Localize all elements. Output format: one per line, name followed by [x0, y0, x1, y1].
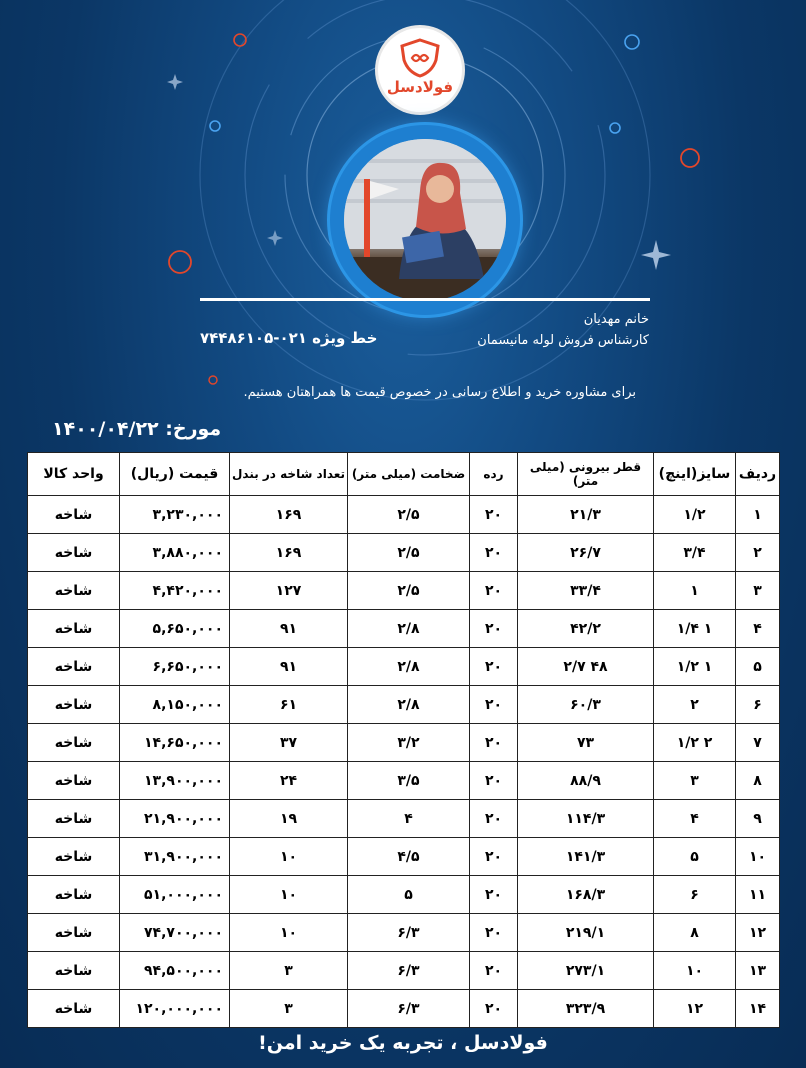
- contact-name: خانم مهدیان: [583, 312, 649, 327]
- cell-row-number: ۱۳: [736, 952, 780, 990]
- cell-outer-diameter: ۸۸/۹: [518, 762, 654, 800]
- header-bundle-count: تعداد شاخه در بندل: [230, 453, 348, 496]
- cell-row-number: ۱۴: [736, 990, 780, 1028]
- cell-unit: شاخه: [28, 648, 120, 686]
- cell-bundle-count: ۲۴: [230, 762, 348, 800]
- cell-price: ۴,۴۲۰,۰۰۰: [120, 572, 230, 610]
- cell-bundle-count: ۱۹: [230, 800, 348, 838]
- cell-size: ۱۰: [654, 952, 736, 990]
- cell-thickness: ۲/۵: [348, 572, 470, 610]
- table-row: [28, 496, 780, 534]
- cell-outer-diameter: ۳۲۳/۹: [518, 990, 654, 1028]
- consultation-note: برای مشاوره خرید و اطلاع رسانی در خصوص قیمت ها همراهتان هستیم.: [243, 385, 636, 400]
- table-row: [28, 762, 780, 800]
- table-row: [28, 610, 780, 648]
- cell-price: ۳,۲۳۰,۰۰۰: [120, 496, 230, 534]
- cell-thickness: ۲/۸: [348, 610, 470, 648]
- table-row: [28, 952, 780, 990]
- cell-outer-diameter: ۴۲/۲: [518, 610, 654, 648]
- cell-thickness: ۳/۲: [348, 724, 470, 762]
- cell-schedule: ۲۰: [470, 572, 518, 610]
- table-row: [28, 534, 780, 572]
- cell-thickness: ۶/۳: [348, 952, 470, 990]
- cell-size: ۱۲: [654, 990, 736, 1028]
- cell-unit: شاخه: [28, 724, 120, 762]
- cell-unit: شاخه: [28, 686, 120, 724]
- contact-phone: خط ویژه ۰۲۱-۷۴۴۸۶۱۰۵: [200, 329, 378, 347]
- table-row: [28, 800, 780, 838]
- contact-role: کارشناس فروش لوله مانیسمان: [477, 333, 649, 348]
- cell-outer-diameter: ۱۴۱/۳: [518, 838, 654, 876]
- profile-photo: [344, 139, 506, 301]
- cell-thickness: ۲/۸: [348, 648, 470, 686]
- cell-size: ۲: [654, 686, 736, 724]
- cell-schedule: ۲۰: [470, 914, 518, 952]
- cell-unit: شاخه: [28, 534, 120, 572]
- cell-outer-diameter: ۶۰/۳: [518, 686, 654, 724]
- cell-outer-diameter: ۲۱/۳: [518, 496, 654, 534]
- cell-thickness: ۴: [348, 800, 470, 838]
- header-schedule: رده: [470, 453, 518, 496]
- price-table: [27, 452, 780, 1028]
- header-price: قیمت (ریال): [120, 453, 230, 496]
- cell-schedule: ۲۰: [470, 686, 518, 724]
- cell-thickness: ۶/۳: [348, 914, 470, 952]
- cell-bundle-count: ۱۶۹: [230, 534, 348, 572]
- table-row: [28, 990, 780, 1028]
- cell-size: ۱ ۱/۲: [654, 648, 736, 686]
- cell-row-number: ۱۲: [736, 914, 780, 952]
- cell-price: ۵,۶۵۰,۰۰۰: [120, 610, 230, 648]
- cell-price: ۸,۱۵۰,۰۰۰: [120, 686, 230, 724]
- cell-unit: شاخه: [28, 990, 120, 1028]
- cell-schedule: ۲۰: [470, 952, 518, 990]
- cell-thickness: ۲/۸: [348, 686, 470, 724]
- cell-schedule: ۲۰: [470, 610, 518, 648]
- table-row: [28, 686, 780, 724]
- cell-price: ۷۴,۷۰۰,۰۰۰: [120, 914, 230, 952]
- cell-row-number: ۱۰: [736, 838, 780, 876]
- cell-price: ۶,۶۵۰,۰۰۰: [120, 648, 230, 686]
- price-date: مورخ: ۱۴۰۰/۰۴/۲۲: [52, 418, 222, 440]
- logo-text: فولادسل: [386, 78, 454, 96]
- cell-thickness: ۶/۳: [348, 990, 470, 1028]
- shield-icon: [398, 38, 442, 78]
- table-row: [28, 648, 780, 686]
- cell-price: ۳,۸۸۰,۰۰۰: [120, 534, 230, 572]
- cell-bundle-count: ۱۰: [230, 914, 348, 952]
- cell-size: ۸: [654, 914, 736, 952]
- cell-size: ۱/۲: [654, 496, 736, 534]
- cell-unit: شاخه: [28, 876, 120, 914]
- cell-price: ۹۴,۵۰۰,۰۰۰: [120, 952, 230, 990]
- cell-bundle-count: ۳۷: [230, 724, 348, 762]
- cell-size: ۴: [654, 800, 736, 838]
- table-header-row: [28, 453, 780, 496]
- cell-unit: شاخه: [28, 952, 120, 990]
- header-thickness: ضخامت (میلی متر): [348, 453, 470, 496]
- header-size: سایز(اینچ): [654, 453, 736, 496]
- cell-bundle-count: ۹۱: [230, 610, 348, 648]
- cell-size: ۶: [654, 876, 736, 914]
- cell-bundle-count: ۱۰: [230, 838, 348, 876]
- cell-bundle-count: ۶۱: [230, 686, 348, 724]
- cell-unit: شاخه: [28, 914, 120, 952]
- table-row: [28, 914, 780, 952]
- cell-outer-diameter: ۱۱۴/۳: [518, 800, 654, 838]
- cell-bundle-count: ۱۶۹: [230, 496, 348, 534]
- table-row: [28, 724, 780, 762]
- cell-thickness: ۲/۵: [348, 496, 470, 534]
- cell-row-number: ۸: [736, 762, 780, 800]
- cell-unit: شاخه: [28, 496, 120, 534]
- cell-price: ۱۳,۹۰۰,۰۰۰: [120, 762, 230, 800]
- cell-outer-diameter: ۳۳/۴: [518, 572, 654, 610]
- cell-bundle-count: ۳: [230, 952, 348, 990]
- cell-schedule: ۲۰: [470, 800, 518, 838]
- cell-thickness: ۵: [348, 876, 470, 914]
- cell-size: ۱ ۱/۴: [654, 610, 736, 648]
- cell-unit: شاخه: [28, 800, 120, 838]
- cell-price: ۱۲۰,۰۰۰,۰۰۰: [120, 990, 230, 1028]
- brand-logo: [378, 28, 462, 112]
- cell-outer-diameter: ۲۷۳/۱: [518, 952, 654, 990]
- cell-row-number: ۲: [736, 534, 780, 572]
- cell-price: ۱۴,۶۵۰,۰۰۰: [120, 724, 230, 762]
- cell-outer-diameter: ۷۳: [518, 724, 654, 762]
- table-row: [28, 838, 780, 876]
- cell-row-number: ۴: [736, 610, 780, 648]
- cell-size: ۱: [654, 572, 736, 610]
- header-row-number: ردیف: [736, 453, 780, 496]
- cell-row-number: ۳: [736, 572, 780, 610]
- cell-bundle-count: ۳: [230, 990, 348, 1028]
- header-outer-diameter: قطر بیرونی (میلی متر): [518, 453, 654, 496]
- footer-slogan: فولادسل ، تجربه یک خرید امن!: [258, 1032, 548, 1054]
- cell-outer-diameter: ۲۶/۷: [518, 534, 654, 572]
- table-row: [28, 876, 780, 914]
- cell-schedule: ۲۰: [470, 990, 518, 1028]
- header-unit: واحد کالا: [28, 453, 120, 496]
- cell-thickness: ۲/۵: [348, 534, 470, 572]
- table-row: [28, 572, 780, 610]
- cell-row-number: ۵: [736, 648, 780, 686]
- cell-outer-diameter: ۴۸ ۲/۷: [518, 648, 654, 686]
- cell-unit: شاخه: [28, 610, 120, 648]
- cell-schedule: ۲۰: [470, 762, 518, 800]
- cell-price: ۳۱,۹۰۰,۰۰۰: [120, 838, 230, 876]
- cell-schedule: ۲۰: [470, 876, 518, 914]
- profile-photo-frame: [330, 125, 520, 315]
- cell-row-number: ۶: [736, 686, 780, 724]
- cell-bundle-count: ۱۲۷: [230, 572, 348, 610]
- cell-thickness: ۳/۵: [348, 762, 470, 800]
- cell-row-number: ۱: [736, 496, 780, 534]
- cell-schedule: ۲۰: [470, 838, 518, 876]
- cell-row-number: ۱۱: [736, 876, 780, 914]
- cell-schedule: ۲۰: [470, 496, 518, 534]
- cell-price: ۵۱,۰۰۰,۰۰۰: [120, 876, 230, 914]
- cell-bundle-count: ۹۱: [230, 648, 348, 686]
- cell-thickness: ۴/۵: [348, 838, 470, 876]
- cell-size: ۲ ۱/۲: [654, 724, 736, 762]
- cell-schedule: ۲۰: [470, 648, 518, 686]
- cell-outer-diameter: ۱۶۸/۳: [518, 876, 654, 914]
- cell-outer-diameter: ۲۱۹/۱: [518, 914, 654, 952]
- cell-bundle-count: ۱۰: [230, 876, 348, 914]
- cell-size: ۳/۴: [654, 534, 736, 572]
- cell-schedule: ۲۰: [470, 534, 518, 572]
- cell-size: ۳: [654, 762, 736, 800]
- cell-price: ۲۱,۹۰۰,۰۰۰: [120, 800, 230, 838]
- cell-unit: شاخه: [28, 838, 120, 876]
- cell-row-number: ۹: [736, 800, 780, 838]
- cell-row-number: ۷: [736, 724, 780, 762]
- cell-unit: شاخه: [28, 572, 120, 610]
- cell-unit: شاخه: [28, 762, 120, 800]
- cell-schedule: ۲۰: [470, 724, 518, 762]
- cell-size: ۵: [654, 838, 736, 876]
- divider-line: [200, 298, 650, 301]
